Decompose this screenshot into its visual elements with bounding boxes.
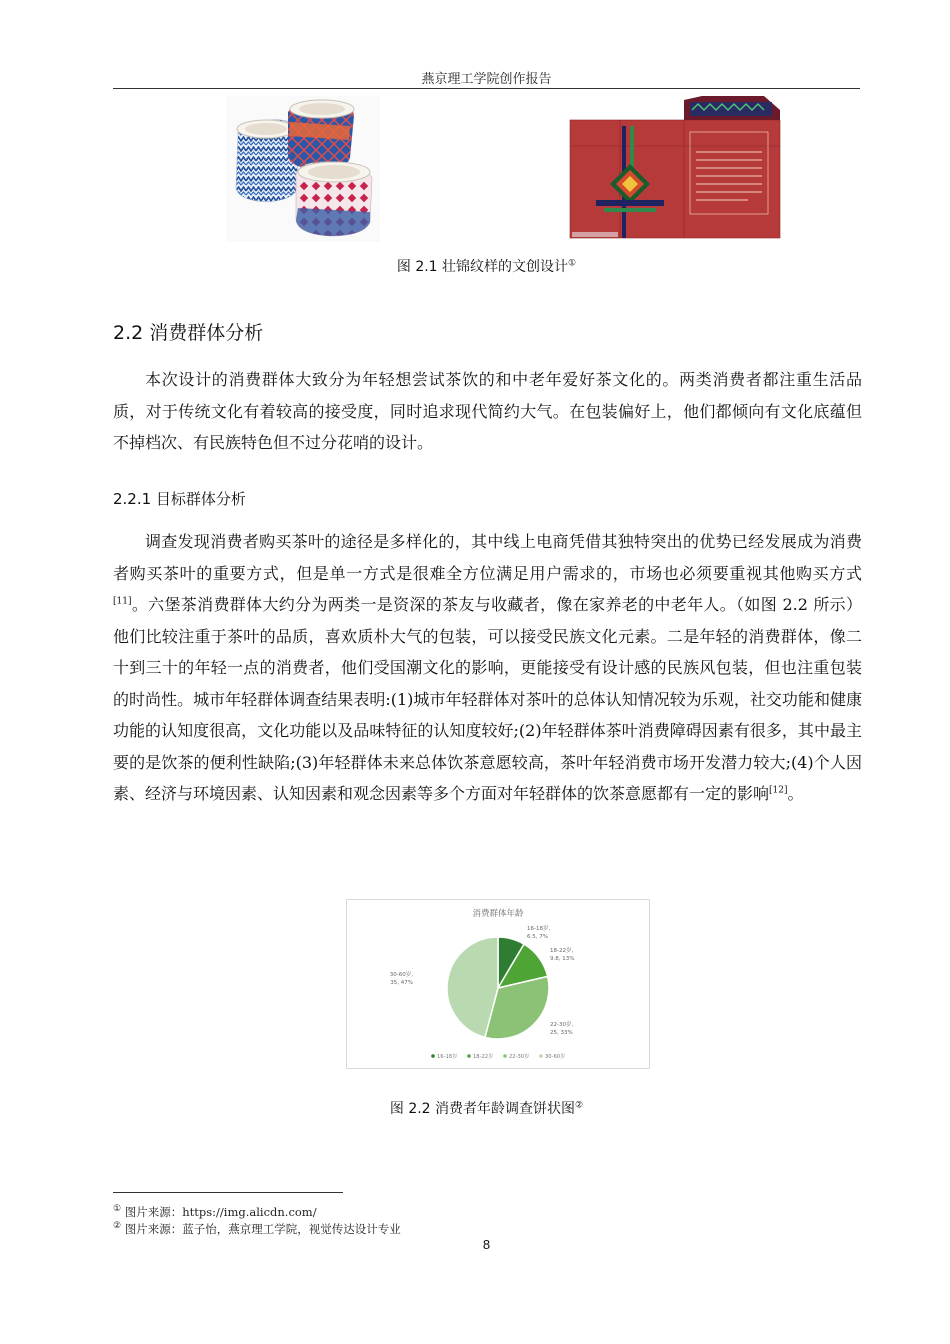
figure-2-1-label: 图 2.1 壮锦纹样的文创设计 [396, 259, 569, 275]
header-rule [113, 88, 860, 89]
washi-tape-photo [226, 96, 380, 242]
citation-12: [12] [769, 785, 788, 796]
footnote-1 [113, 1204, 317, 1220]
figure-2-1-caption [113, 256, 860, 276]
pie-data-label-2: 22-30岁, 25, 33% [550, 1022, 574, 1036]
age-pie-chart [347, 900, 649, 1068]
paragraph-text-part3: 。 [787, 784, 804, 803]
legend-label-1: 18-22岁 [473, 1054, 494, 1060]
paragraph-target-groups [113, 526, 862, 810]
figure-2-1-note-mark: ① [568, 258, 577, 269]
paragraph-text-part1: 调查发现消费者购买茶叶的途径是多样化的，其中线上电商凭借其独特突出的优势已经发展成为消费者购买茶叶的重要方式，但是单一方式是很难全方位满足用户需求的，市场也必须要重视其他购买方式 [113, 532, 862, 583]
section-heading: 2.2 消费群体分析 [113, 322, 264, 344]
chart-title: 消费群体年龄 [472, 909, 524, 919]
pie-data-label-1: 18-22岁, 9.8, 13% [550, 948, 575, 962]
subsection-heading: 2.2.1 目标群体分析 [113, 490, 246, 508]
figure-2-2-caption [113, 1098, 860, 1118]
figure-2-2-label: 图 2.2 消费者年龄调查饼状图 [389, 1101, 576, 1117]
footnote-2-text: 图片来源：蓝子怡，燕京理工学院，视觉传达设计专业 [124, 1222, 401, 1236]
figure-2-2-note-mark: ② [575, 1100, 584, 1111]
footnote-1-mark: ① [113, 1204, 122, 1215]
pie-data-label-3: 30-60岁, 35, 47% [389, 972, 413, 986]
paragraph-consumer-groups: 本次设计的消费群体大致分为年轻想尝试茶饮的和中老年爱好茶文化的。两类消费者都注重生活品质，对于传统文化有着较高的接受度，同时追求现代简约大气。在包装偏好上，他们都倾向有文化底蕴但不掉档次、有民族特色但不过分花哨的设计。 [113, 370, 862, 452]
legend-marker-0 [431, 1054, 435, 1058]
legend-marker-1 [467, 1054, 471, 1058]
footnote-1-text: 图片来源：https://img.alicdn.com/ [124, 1205, 317, 1219]
legend-label-2: 22-30岁 [509, 1054, 530, 1060]
legend-label-0: 16-18岁 [437, 1054, 458, 1060]
pie-chart-frame [346, 899, 650, 1069]
legend-marker-2 [503, 1054, 507, 1058]
paragraph-text-part2: 。六堡茶消费群体大约分为两类一是资深的茶友与收藏者，像在家养老的中老年人。（如图 2.2 所示）他们比较注重于茶叶的品质，喜欢质朴大气的包装，可以接受民族文化元素。二是年轻的消费群体，像二十到三十的年轻一点的消费者，他们受国潮文化的影响，更能接受有设计感的民族风包装，但也注重包装的时尚性。城市年轻群体调查结果表明:(1)城市年轻群体对茶叶的总体认知情况较为乐观，社交功能和健康功能的认知度很高，文化功能以及品味特征的认知度较好;(2)年轻群体茶叶消费障碍因素有很多，其中最主要的是饮茶的便利性缺陷;(3)年轻群体未来总体饮茶意愿较高，茶叶年轻消费市场开发潜力较大;(4)个人因素、经济与环境因素、认知因素和观念因素等多个方面对年轻群体的饮茶意愿都有一定的影响 [113, 595, 862, 803]
footnote-2 [113, 1221, 401, 1237]
page-number: 8 [482, 1237, 491, 1252]
footnote-2-mark: ② [113, 1221, 122, 1232]
report-header-title: 燕京理工学院创作报告 [421, 72, 552, 87]
tea-box-dieline-image [568, 96, 782, 242]
legend-marker-3 [539, 1054, 543, 1058]
legend-label-3: 30-60岁 [545, 1054, 566, 1060]
pie-data-label-0: 16-18岁, 6.5, 7% [527, 926, 551, 940]
footnote-rule [113, 1192, 343, 1193]
citation-11: [11] [113, 596, 132, 607]
